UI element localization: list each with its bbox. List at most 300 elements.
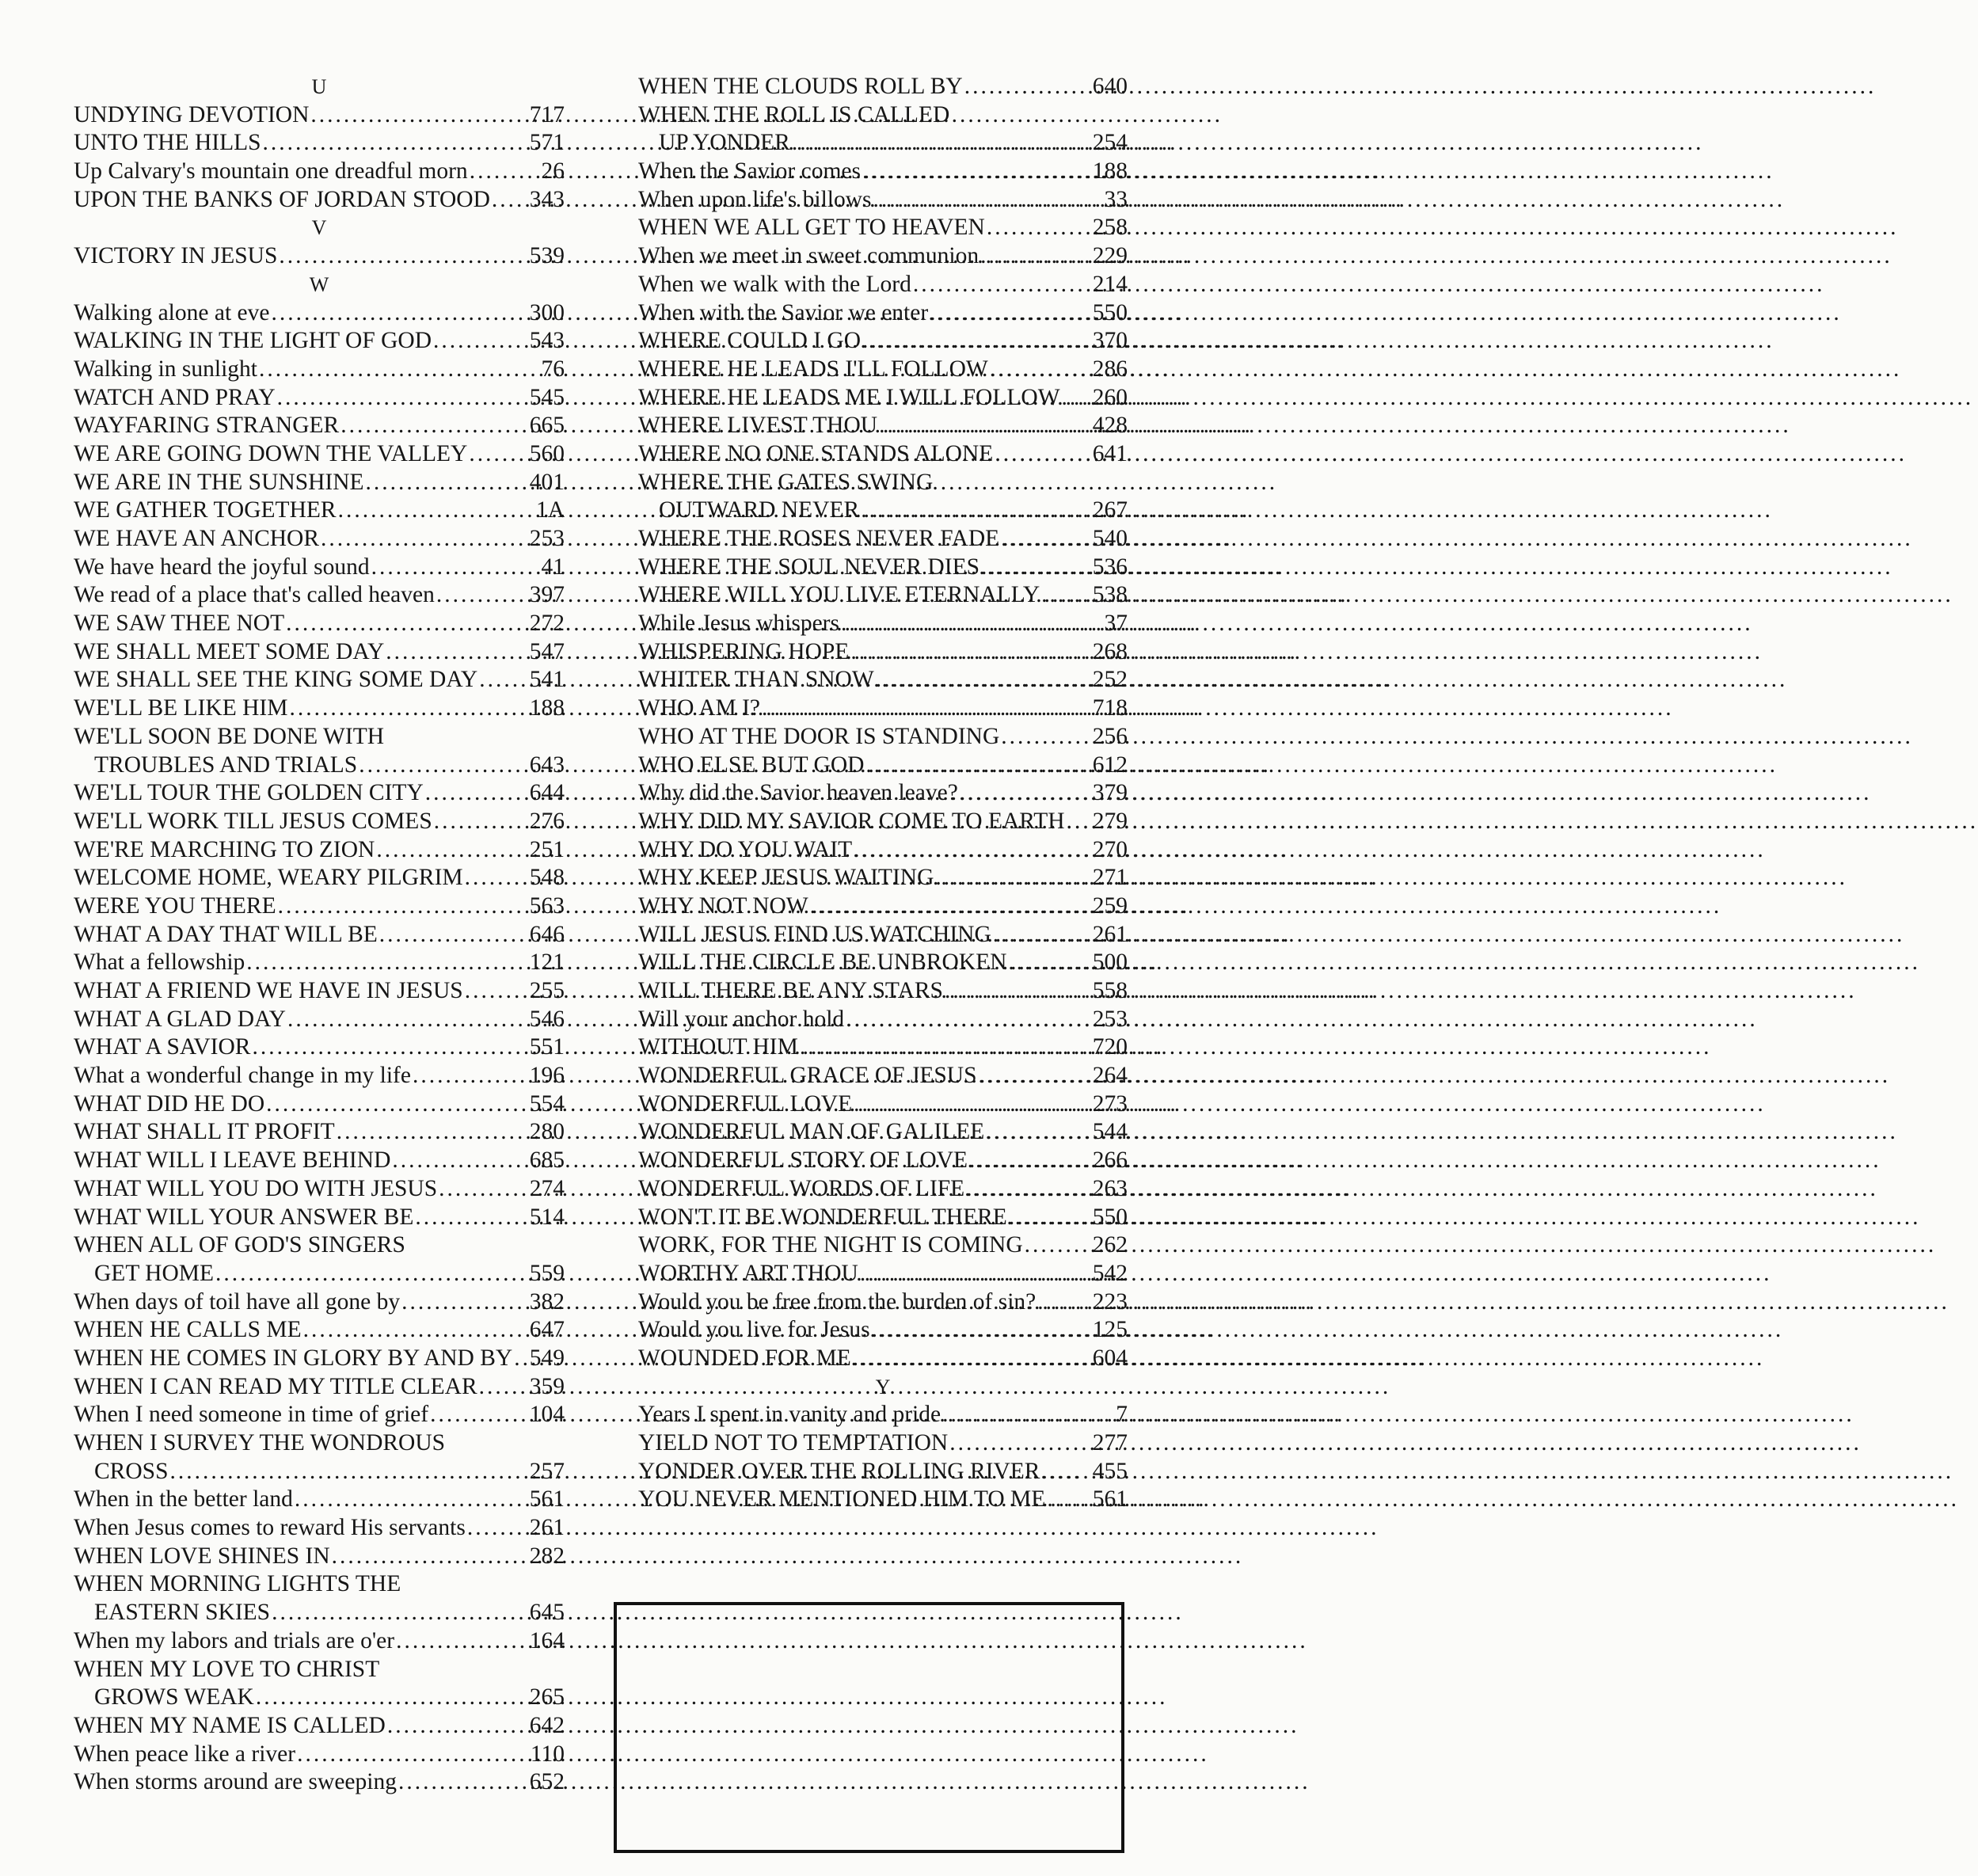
index-entry-title-line: WHERE THE GATES SWING: [638, 469, 934, 495]
dot-leader: [870, 1316, 1093, 1345]
entry-title: Walking alone at eve: [74, 299, 270, 325]
entry-title: WELCOME HOME, WEARY PILGRIM: [74, 865, 463, 891]
entry-page-number: 561: [1092, 1486, 1128, 1513]
entry-page-number: 254: [1092, 130, 1128, 156]
index-entry: [74, 158, 565, 186]
index-entry: [74, 752, 565, 780]
entry-title: WE SHALL SEE THE KING SOME DAY: [74, 667, 478, 693]
dot-leader: [984, 1118, 1092, 1147]
dot-leader: [257, 356, 542, 384]
index-entry: [638, 271, 1128, 299]
entry-page-number: 546: [529, 1006, 565, 1032]
entry-title: We have heard the joyful sound: [74, 554, 370, 580]
index-entry: [74, 1401, 565, 1429]
index-entry: [638, 752, 1128, 780]
index-entry: [74, 1175, 565, 1204]
entry-page-number: 401: [529, 469, 565, 495]
index-entry: [638, 1345, 1128, 1373]
entry-page-number: 276: [529, 808, 565, 834]
dot-leader: [467, 440, 529, 469]
dot-leader: [1040, 1458, 1092, 1486]
entry-title: WHEN THE CLOUDS ROLL BY: [638, 74, 963, 99]
entry-page-number: 253: [1092, 1006, 1128, 1032]
entry-title: Why did the Savior heaven leave?: [638, 780, 958, 806]
dot-leader: [168, 1458, 529, 1486]
entry-page-number: 544: [1092, 1119, 1128, 1145]
index-entry: [74, 327, 565, 356]
entry-title: WORK, FOR THE NIGHT IS COMING: [638, 1232, 1023, 1258]
entry-page-number: 370: [1092, 328, 1128, 354]
dot-leader: [979, 242, 1093, 271]
dot-leader: [214, 1260, 530, 1288]
dot-leader: [339, 412, 530, 440]
entry-page-number: 1A: [535, 497, 565, 523]
entry-title: WE ARE GOING DOWN THE VALLEY: [74, 440, 468, 466]
entry-title: WAYFARING STRANGER: [74, 413, 340, 439]
entry-page-number: 188: [1092, 158, 1128, 185]
entry-title: WILL JESUS FIND US WATCHING: [638, 921, 991, 947]
dot-leader: [861, 158, 1093, 186]
entry-page-number: 538: [1092, 582, 1128, 608]
index-entry: [638, 1033, 1128, 1062]
dot-leader: [844, 1006, 1093, 1034]
index-entry: [74, 1316, 565, 1345]
entry-page-number: 665: [529, 413, 565, 439]
index-entry: [638, 384, 1128, 413]
entry-title: WHAT A SAVIOR: [74, 1034, 251, 1060]
dot-leader: [477, 666, 530, 694]
entry-title: WHAT SHALL IT PROFIT: [74, 1119, 335, 1145]
entry-page-number: 272: [529, 611, 565, 637]
index-entry: [74, 469, 565, 497]
index-entry: [74, 921, 565, 949]
dot-leader: [276, 892, 530, 921]
entry-title: WHEN WE ALL GET TO HEAVEN: [638, 215, 985, 241]
index-entry: [638, 581, 1128, 610]
entry-title: WORTHY ART THOU: [638, 1260, 858, 1286]
dot-leader: [378, 921, 530, 949]
entry-page-number: 514: [529, 1204, 565, 1230]
index-entry: [638, 1429, 1128, 1458]
dot-leader: [411, 1062, 530, 1090]
entry-page-number: 252: [1092, 667, 1128, 693]
entry-title: EASTERN SKIES: [94, 1600, 271, 1626]
entry-title: WHERE WILL YOU LIVE ETERNALLY: [638, 582, 1040, 608]
entry-title: WONDERFUL MAN OF GALILEE: [638, 1119, 985, 1145]
entry-title: WE'LL TOUR THE GOLDEN CITY: [74, 780, 424, 806]
entry-title: WITHOUT HIM: [638, 1034, 798, 1060]
index-entry: [74, 356, 565, 384]
entry-page-number: 37: [1104, 611, 1128, 637]
dot-leader: [790, 129, 1093, 158]
dot-leader: [413, 1204, 529, 1232]
index-entry: [638, 638, 1128, 667]
dot-leader: [1006, 949, 1092, 977]
dot-leader: [991, 921, 1093, 949]
entry-title: WE'LL BE LIKE HIM: [74, 695, 288, 721]
entry-title: WILL THE CIRCLE BE UNBROKEN: [638, 949, 1007, 976]
index-entry: [638, 864, 1128, 892]
entry-title: WHEN MY NAME IS CALLED: [74, 1712, 386, 1738]
entry-page-number: 257: [529, 1458, 565, 1484]
entry-page-number: 545: [529, 384, 565, 410]
entry-page-number: 685: [529, 1147, 565, 1174]
index-entry: [74, 1006, 565, 1034]
index-entry: [638, 1486, 1128, 1514]
entry-title: WE'RE MARCHING TO ZION: [74, 836, 375, 862]
index-entry: [74, 1486, 565, 1514]
index-entry: [638, 1231, 1128, 1260]
dot-leader: [466, 1514, 530, 1543]
index-entry: [74, 384, 565, 413]
index-entry-title-line: WE'LL SOON BE DONE WITH: [74, 723, 385, 749]
entry-title: WE'LL WORK TILL JESUS COMES: [74, 808, 432, 834]
dot-leader: [1007, 1204, 1093, 1232]
entry-title: WE ARE IN THE SUNSHINE: [74, 469, 364, 495]
entry-title: WONDERFUL STORY OF LOVE: [638, 1147, 968, 1174]
entry-title: WHAT WILL YOU DO WITH JESUS: [74, 1175, 438, 1201]
index-entry: [74, 554, 565, 582]
entry-page-number: 560: [529, 440, 565, 466]
entry-title: WONDERFUL WORDS OF LIFE: [638, 1175, 965, 1201]
entry-title: YIELD NOT TO TEMPTATION: [638, 1430, 949, 1456]
dot-leader: [302, 1316, 530, 1345]
index-entry: [74, 949, 565, 977]
entry-page-number: 397: [529, 582, 565, 608]
section-letter: V: [311, 216, 327, 240]
dot-leader: [928, 299, 1093, 328]
index-entry: [638, 356, 1128, 384]
dot-leader: [468, 158, 542, 186]
entry-page-number: 260: [1092, 384, 1128, 410]
dot-leader: [859, 497, 1093, 525]
index-entry: [74, 610, 565, 638]
dot-leader: [988, 356, 1093, 384]
entry-page-number: 255: [529, 978, 565, 1003]
entry-title: WOUNDED FOR ME: [638, 1345, 851, 1371]
entry-title: WHEN I CAN READ MY TITLE CLEAR: [74, 1373, 477, 1399]
index-entry: [638, 1090, 1128, 1119]
entry-title: When we meet in sweet communion: [638, 243, 979, 269]
entry-page-number: 359: [529, 1373, 565, 1399]
dot-leader: [861, 327, 1093, 356]
entry-page-number: 558: [1092, 978, 1128, 1003]
entry-page-number: 563: [529, 892, 565, 919]
entry-title: Will your anchor hold: [638, 1006, 845, 1032]
entry-title: When upon life's billows: [638, 186, 872, 212]
index-entry: [74, 864, 565, 892]
dot-leader: [864, 752, 1092, 780]
entry-page-number: 343: [529, 186, 565, 212]
entry-title: UP YONDER: [659, 130, 790, 156]
entry-page-number: 542: [1092, 1260, 1128, 1286]
dot-leader: [264, 1090, 530, 1119]
entry-page-number: 277: [1092, 1430, 1128, 1456]
index-entry: [638, 158, 1128, 186]
dot-leader: [1036, 1288, 1093, 1317]
dot-leader: [968, 1147, 1093, 1175]
entry-title: WHY DO YOU WAIT: [638, 836, 853, 862]
entry-title: UNTO THE HILLS: [74, 130, 261, 156]
dot-leader: [424, 779, 530, 808]
index-entry-title-line: WHEN THE ROLL IS CALLED: [638, 101, 950, 127]
entry-page-number: 274: [529, 1175, 565, 1201]
index-entry: [74, 581, 565, 610]
entry-page-number: 270: [1092, 836, 1128, 862]
index-column-left: [74, 73, 565, 1797]
entry-title: WHERE HE LEADS ME I WILL FOLLOW: [638, 384, 1060, 410]
entry-page-number: 280: [529, 1119, 565, 1145]
dot-leader: [839, 610, 1105, 638]
dot-leader: [934, 864, 1092, 892]
index-entry: [638, 242, 1128, 271]
dot-leader: [958, 779, 1093, 808]
dot-leader: [941, 1401, 1116, 1429]
entry-title: When storms around are sweeping: [74, 1769, 397, 1795]
dot-leader: [269, 299, 529, 328]
entry-title: Up Calvary's mountain one dreadful morn: [74, 158, 468, 185]
entry-title: TROUBLES AND TRIALS: [94, 752, 358, 778]
index-entry: [74, 1345, 565, 1373]
index-entry: [74, 440, 565, 469]
entry-title: WHAT WILL YOUR ANSWER BE: [74, 1204, 414, 1230]
entry-page-number: 223: [1092, 1288, 1128, 1315]
index-entry: [638, 723, 1128, 752]
entry-title: WE SHALL MEET SOME DAY: [74, 638, 385, 664]
entry-title: When we walk with the Lord: [638, 271, 911, 297]
entry-title: We read of a place that's called heaven: [74, 582, 435, 608]
entry-title: WHAT A DAY THAT WILL BE: [74, 921, 378, 947]
dot-leader: [254, 1684, 530, 1712]
dot-leader: [386, 1712, 530, 1741]
entry-page-number: 644: [529, 780, 565, 806]
index-entry: [74, 638, 565, 667]
entry-page-number: 110: [530, 1741, 565, 1767]
index-entry: [74, 497, 565, 525]
entry-title: WHY KEEP JESUS WAITING: [638, 865, 934, 891]
entry-page-number: 273: [1092, 1090, 1128, 1117]
entry-page-number: 104: [529, 1402, 565, 1428]
index-entry: [638, 949, 1128, 977]
entry-page-number: 300: [529, 299, 565, 325]
index-entry: [638, 299, 1128, 328]
entry-page-number: 261: [529, 1515, 565, 1541]
index-entry: [74, 1627, 565, 1656]
index-entry: [74, 779, 565, 808]
entry-page-number: 382: [529, 1288, 565, 1315]
index-entry: [74, 1090, 565, 1119]
index-entry: [638, 214, 1128, 242]
entry-page-number: 264: [1092, 1063, 1128, 1089]
dot-leader: [293, 1486, 530, 1514]
dot-leader: [985, 214, 1093, 242]
entry-page-number: 547: [529, 638, 565, 664]
index-entry: [74, 1599, 565, 1627]
entry-title: What a fellowship: [74, 949, 245, 976]
index-entry: [74, 694, 565, 723]
dot-leader: [872, 186, 1105, 215]
entry-title: When in the better land: [74, 1486, 293, 1513]
entry-page-number: 263: [1092, 1175, 1128, 1201]
entry-page-number: 379: [1092, 780, 1128, 806]
entry-page-number: 540: [1092, 526, 1128, 551]
entry-page-number: 26: [541, 158, 565, 185]
dot-leader: [1040, 581, 1093, 610]
index-entry: [638, 497, 1128, 525]
index-entry: [74, 1741, 565, 1769]
dot-leader: [357, 752, 530, 780]
index-entry-title-line: WHEN MY LOVE TO CHRIST: [74, 1656, 380, 1682]
entry-title: WE GATHER TOGETHER: [74, 497, 337, 523]
entry-page-number: 251: [529, 836, 565, 862]
entry-title: VICTORY IN JESUS: [74, 243, 278, 269]
index-entry: [638, 440, 1128, 469]
entry-page-number: 641: [1092, 440, 1128, 466]
index-entry: [638, 808, 1128, 836]
dot-leader: [463, 977, 530, 1006]
index-entry: [638, 412, 1128, 440]
dot-leader: [337, 497, 536, 525]
entry-title: WHO AM I?: [638, 695, 761, 721]
entry-title: WE HAVE AN ANCHOR: [74, 526, 320, 551]
dot-leader: [477, 1373, 530, 1402]
index-entry-title-line: WHEN MORNING LIGHTS THE: [74, 1571, 401, 1597]
index-entry: [74, 1147, 565, 1175]
entry-page-number: 539: [529, 243, 565, 269]
entry-page-number: 279: [1092, 808, 1128, 834]
dot-leader: [432, 808, 530, 836]
dot-leader: [979, 554, 1093, 582]
entry-page-number: 559: [529, 1260, 565, 1286]
dot-leader: [397, 1768, 530, 1797]
entry-title: WHERE HE LEADS I'LL FOLLOW: [638, 356, 988, 382]
entry-page-number: 647: [529, 1317, 565, 1343]
entry-title: Would you live for Jesus: [638, 1317, 870, 1343]
entry-title: WHAT A FRIEND WE HAVE IN JESUS: [74, 978, 463, 1003]
entry-title: WALKING IN THE LIGHT OF GOD: [74, 328, 432, 354]
entry-page-number: 7: [1116, 1402, 1128, 1428]
index-entry: [74, 1062, 565, 1090]
entry-page-number: 268: [1092, 638, 1128, 664]
dot-leader: [245, 949, 529, 977]
entry-page-number: 164: [529, 1627, 565, 1653]
index-entry: [638, 1147, 1128, 1175]
entry-title: GROWS WEAK: [94, 1684, 254, 1710]
entry-page-number: 262: [1092, 1232, 1128, 1258]
entry-page-number: 561: [529, 1486, 565, 1513]
entry-page-number: 196: [529, 1063, 565, 1089]
entry-title: WHEN HE CALLS ME: [74, 1317, 302, 1343]
dot-leader: [852, 1090, 1093, 1119]
entry-title: WATCH AND PRAY: [74, 384, 276, 410]
entry-title: When Jesus comes to reward His servants: [74, 1515, 466, 1541]
empty-box: [614, 1602, 1124, 1853]
dot-leader: [295, 1741, 531, 1769]
entry-title: YOU NEVER MENTIONED HIM TO ME: [638, 1486, 1046, 1513]
entry-page-number: 550: [1092, 299, 1128, 325]
dot-leader: [852, 836, 1093, 865]
entry-page-number: 645: [529, 1600, 565, 1626]
entry-page-number: 266: [1092, 1147, 1128, 1174]
entry-page-number: 229: [1092, 243, 1128, 269]
index-entry: [638, 1062, 1128, 1090]
dot-leader: [277, 242, 529, 271]
dot-leader: [877, 412, 1093, 440]
index-entry: [638, 921, 1128, 949]
entry-title: When my labors and trials are o'er: [74, 1627, 395, 1653]
index-entry: [638, 73, 1128, 101]
entry-page-number: 76: [541, 356, 565, 382]
index-entry: [638, 666, 1128, 694]
entry-title: WHERE THE ROSES NEVER FADE: [638, 526, 1000, 551]
entry-title: WHAT A GLAD DAY: [74, 1006, 286, 1032]
index-entry: [638, 836, 1128, 865]
entry-page-number: 604: [1092, 1345, 1128, 1371]
entry-page-number: 265: [529, 1684, 565, 1710]
dot-leader: [999, 723, 1092, 752]
entry-title: WILL THERE BE ANY STARS: [638, 978, 943, 1003]
dot-leader: [858, 1260, 1093, 1288]
entry-page-number: 717: [529, 101, 565, 127]
index-entry-title-line: WHEN I SURVEY THE WONDROUS: [74, 1430, 446, 1456]
index-entry: [638, 1401, 1128, 1429]
dot-leader: [512, 1345, 530, 1373]
dot-leader: [319, 525, 530, 554]
index-entry: [638, 694, 1128, 723]
dot-leader: [1023, 1231, 1093, 1260]
entry-title: WHEN LOVE SHINES IN: [74, 1543, 330, 1569]
dot-leader: [435, 581, 530, 610]
entry-page-number: 253: [529, 526, 565, 551]
dot-leader: [874, 666, 1093, 694]
dot-leader: [1060, 384, 1093, 413]
dot-leader: [1045, 1486, 1092, 1514]
entry-page-number: 500: [1092, 949, 1128, 976]
index-entry: [74, 836, 565, 865]
index-entry: [638, 1458, 1128, 1486]
entry-title: WERE YOU THERE: [74, 892, 276, 919]
entry-title: WHISPERING HOPE: [638, 638, 850, 664]
entry-page-number: 541: [529, 667, 565, 693]
index-entry: [74, 1458, 565, 1486]
entry-title: WHO ELSE BUT GOD: [638, 752, 865, 778]
entry-page-number: 267: [1092, 497, 1128, 523]
dot-leader: [335, 1118, 530, 1147]
entry-title: WONDERFUL GRACE OF JESUS: [638, 1063, 977, 1089]
index-entry: [74, 1118, 565, 1147]
entry-page-number: 646: [529, 921, 565, 947]
index-entry: [638, 1260, 1128, 1288]
entry-title: WE SAW THEE NOT: [74, 611, 285, 637]
index-entry-title-line: WHEN ALL OF GOD'S SINGERS: [74, 1232, 405, 1258]
entry-title: When with the Savior we enter: [638, 299, 929, 325]
index-entry: [638, 327, 1128, 356]
index-entry: [74, 1204, 565, 1232]
dot-leader: [428, 1401, 530, 1429]
dot-leader: [1065, 808, 1093, 836]
index-entry: [74, 1373, 565, 1402]
index-entry: [74, 525, 565, 554]
dot-leader: [911, 271, 1093, 299]
dot-leader: [964, 1175, 1093, 1204]
entry-title: UPON THE BANKS OF JORDAN STOOD: [74, 186, 490, 212]
entry-page-number: 428: [1092, 413, 1128, 439]
entry-page-number: 188: [529, 695, 565, 721]
entry-page-number: 720: [1092, 1034, 1128, 1060]
index-entry: [74, 299, 565, 328]
entry-title: WHO AT THE DOOR IS STANDING: [638, 723, 1000, 749]
index-column-right: [638, 73, 1128, 1514]
